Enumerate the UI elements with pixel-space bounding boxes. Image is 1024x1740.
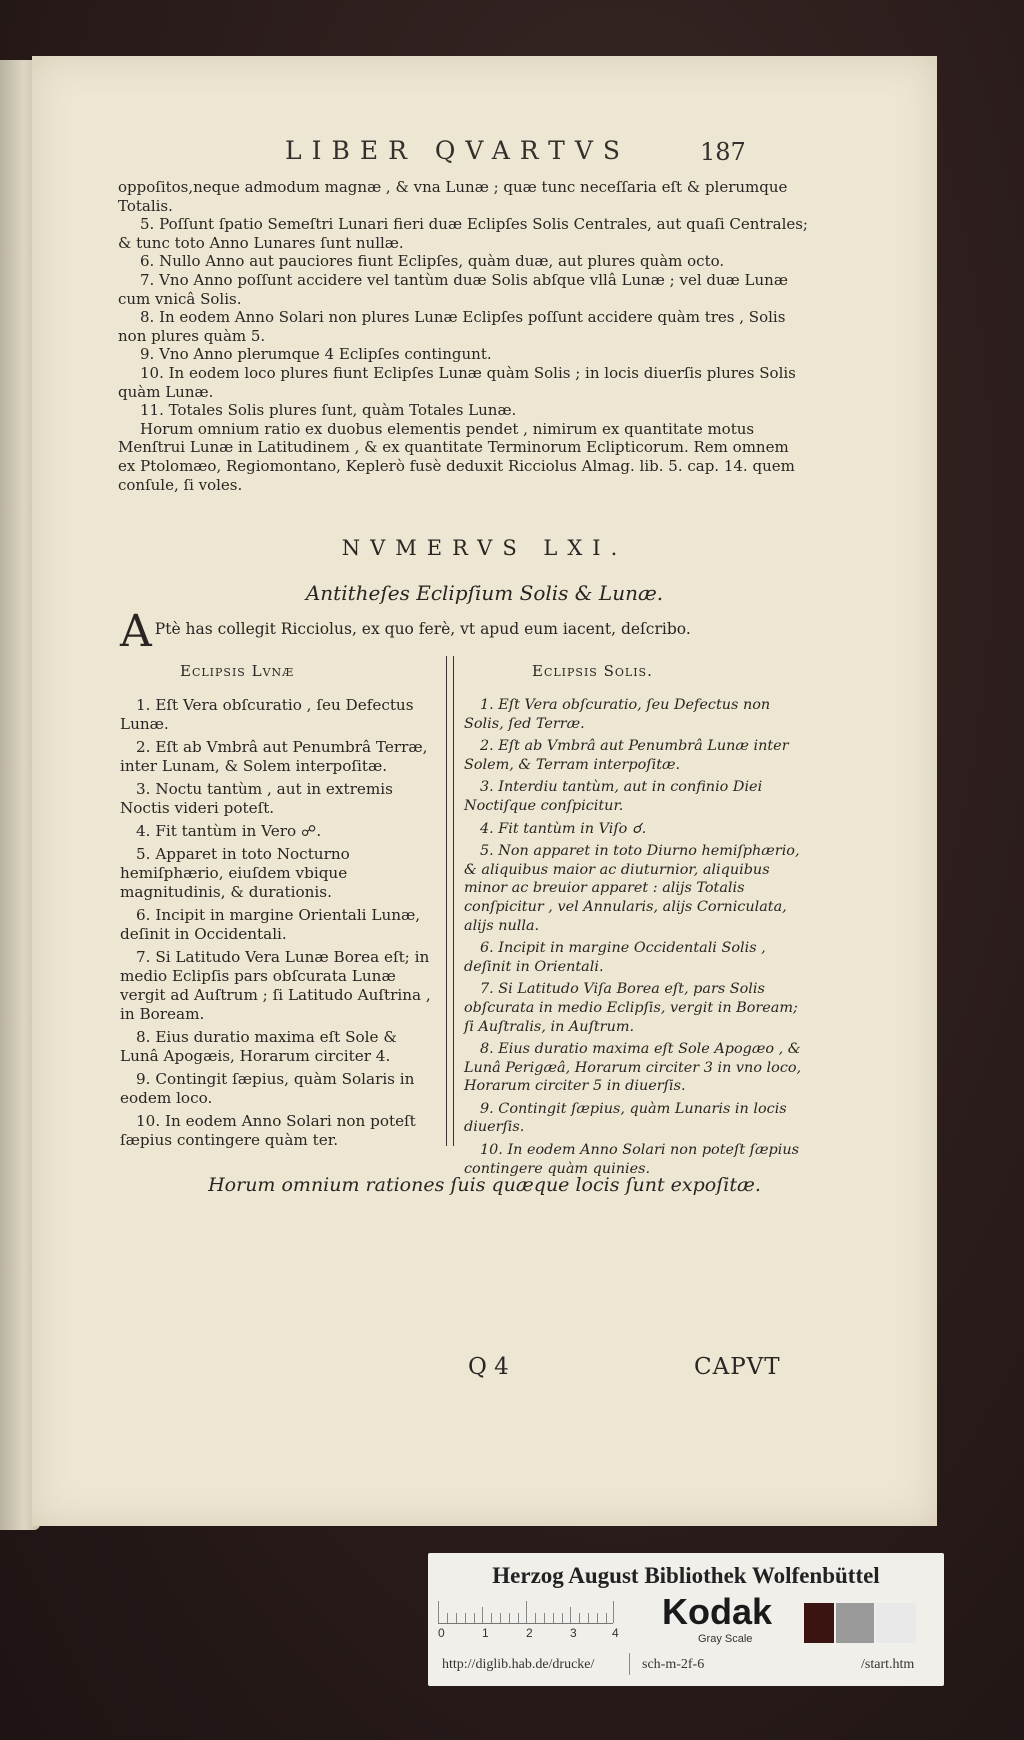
closing-line: Horum omnium rationes ſuis quæque locis ſunt expoſitæ.	[208, 1174, 761, 1196]
url-end: /start.htm	[861, 1657, 915, 1672]
gray-swatch-mid	[836, 1603, 874, 1643]
section-title: NVMERVS LXI.	[341, 536, 628, 560]
paragraph: 5. Poſſunt ſpatio Semeſtri Lunari fieri duæ Eclipſes Solis Centrales, aut quaſi Centrales; & tunc toto Anno Lunares ſunt nullæ.	[118, 215, 808, 252]
page-header	[32, 136, 937, 170]
list-item: 9. Contingit ſæpius, quàm Lunaris in locis diuerſis.	[464, 1100, 787, 1136]
list-item: 1. Eſt Vera obſcuratio , ſeu Defectus Lunæ.	[120, 696, 414, 733]
list-item: 3. Interdiu tantùm, aut in confinio Diei Noctiſque conſpicitur.	[464, 779, 763, 814]
kodak-logo: Kodak	[662, 1591, 773, 1632]
paragraph: 8. In eodem Anno Solari non plures Lunæ Eclipſes poſſunt accidere quàm tres , Solis non plures quàm 5.	[118, 308, 786, 345]
archive-label	[428, 1553, 944, 1686]
gray-scale-label: Gray Scale	[698, 1633, 753, 1645]
gray-swatch-dark	[804, 1603, 834, 1643]
running-title: LIBER QVARTVS	[285, 136, 631, 165]
scale-numbers	[438, 1626, 638, 1640]
drop-cap: A	[120, 606, 152, 657]
list-item: 6. Incipit in margine Occidentali Solis , deſinit in Orientali.	[464, 940, 766, 975]
list-item: 3. Noctu tantùm , aut in extremis Noctis videri poteſt.	[120, 780, 393, 817]
scale-number: 0	[438, 1626, 445, 1640]
list-item: 4. Fit tantùm in Viſo ☌.	[480, 820, 647, 837]
paragraph: 6. Nullo Anno aut pauciores fiunt Eclipſes, quàm duæ, aut plures quàm octo.	[140, 252, 725, 271]
body-text	[118, 178, 808, 494]
scale-number: 1	[482, 1626, 489, 1640]
signature-mark: Q 4	[468, 1354, 509, 1380]
url-separator	[629, 1653, 630, 1675]
list-item: 2. Eſt ab Vmbrâ aut Penumbrâ Lunæ inter Solem, & Terram interpoſitæ.	[464, 738, 789, 773]
paragraph: 11. Totales Solis plures ſunt, quàm Totales Lunæ.	[140, 401, 517, 420]
list-item: 4. Fit tantùm in Vero ☍.	[136, 822, 322, 840]
paragraph: 9. Vno Anno plerumque 4 Eclipſes contingunt.	[140, 345, 492, 364]
library-name: Herzog August Bibliothek Wolfenbüttel	[492, 1563, 880, 1588]
paragraph: 7. Vno Anno poſſunt accidere vel tantùm duæ Solis abſque vllâ Lunæ ; vel duæ Lunæ cum vnicâ Solis.	[118, 270, 788, 308]
solar-eclipse-column	[464, 696, 804, 1182]
list-item: 10. In eodem Anno Solari non poteſt ſæpius contingere quàm ter.	[120, 1112, 416, 1149]
list-item: 5. Non apparet in toto Diurno hemiſphærio, & aliquibus maior ac diuturnior, aliquibus minor ac breuior apparet : alijs Totalis conſpicitur , vel Annularis, alijs Corniculata, alijs nulla.	[464, 843, 800, 934]
book-page	[32, 56, 937, 1526]
catchword: CAPVT	[694, 1354, 781, 1380]
list-item: 10. In eodem Anno Solari non poteſt ſæpius contingere quàm quinies.	[464, 1142, 799, 1177]
lunar-eclipse-column	[120, 696, 436, 1154]
page-number: 187	[700, 138, 746, 166]
gray-swatch-light	[876, 1603, 916, 1643]
left-column-heading: Eclipsis Lvnæ	[180, 662, 295, 680]
shelfmark: sch-m-2f-6	[642, 1657, 705, 1672]
list-item: 7. Si Latitudo Vera Lunæ Borea eſt; in medio Eclipſis pars obſcurata Lunæ vergit ad Auſtrum ; ſi Latitudo Auſtrina , in Boream.	[120, 948, 431, 1023]
section-subtitle: Antitheſes Eclipſium Solis & Lunæ.	[305, 581, 664, 605]
list-item: 6. Incipit in margine Orientali Lunæ, deſinit in Occidentali.	[120, 906, 421, 943]
scale-ruler	[438, 1601, 613, 1624]
url-base: http://diglib.hab.de/drucke/	[442, 1657, 595, 1672]
list-item: 9. Contingit ſæpius, quàm Solaris in eodem loco.	[120, 1070, 415, 1107]
section-intro	[120, 606, 810, 657]
column-divider	[446, 656, 454, 1146]
list-item: 5. Apparet in toto Nocturno hemiſphærio, eiuſdem vbique magnitudinis, & durationis.	[120, 845, 350, 901]
intro-text: Ptè has collegit Ricciolus, ex quo ferè, vt apud eum iacent, deſcribo.	[154, 620, 691, 638]
list-item: 2. Eſt ab Vmbrâ aut Penumbrâ Terræ, inter Lunam, & Solem interpoſitæ.	[120, 738, 428, 775]
scale-number: 2	[526, 1626, 533, 1640]
paragraph: oppoſitos,neque admodum magnæ , & vna Lunæ ; quæ tunc neceſſaria eſt & plerumque Totalis.	[118, 178, 788, 215]
list-item: 8. Eius duratio maxima eſt Sole & Lunâ Apogæis, Horarum circiter 4.	[120, 1028, 397, 1065]
list-item: 7. Si Latitudo Viſa Borea eſt, pars Solis obſcurata in medio Eclipſis, vergit in Boream; ſi Auſtralis, in Auſtrum.	[464, 981, 798, 1035]
scale-number: 3	[570, 1626, 577, 1640]
list-item: 1. Eſt Vera obſcuratio, ſeu Defectus non Solis, ſed Terræ.	[464, 697, 771, 732]
right-column-heading: Eclipsis Solis.	[532, 662, 653, 680]
paragraph: 10. In eodem loco plures fiunt Eclipſes Lunæ quàm Solis ; in locis diuerſis plures Solis quàm Lunæ.	[118, 363, 796, 401]
scale-number: 4	[612, 1626, 619, 1640]
paragraph: Horum omnium ratio ex duobus elementis pendet , nimirum ex quantitate motus Menſtrui Lunæ in Latitudinem , & ex quantitate Terminorum Eclipticorum. Rem omnem ex Ptolomæo, Regiomontano, Keplerò fusè deduxit Ricciolus Almag. lib. 5. cap. 14. quem conſule, ſi voles.	[118, 419, 795, 494]
list-item: 8. Eius duratio maxima eſt Sole Apogæo , & Lunâ Perigæâ, Horarum circiter 3 in vno loco, Horarum circiter 5 in diuerſis.	[464, 1041, 802, 1095]
